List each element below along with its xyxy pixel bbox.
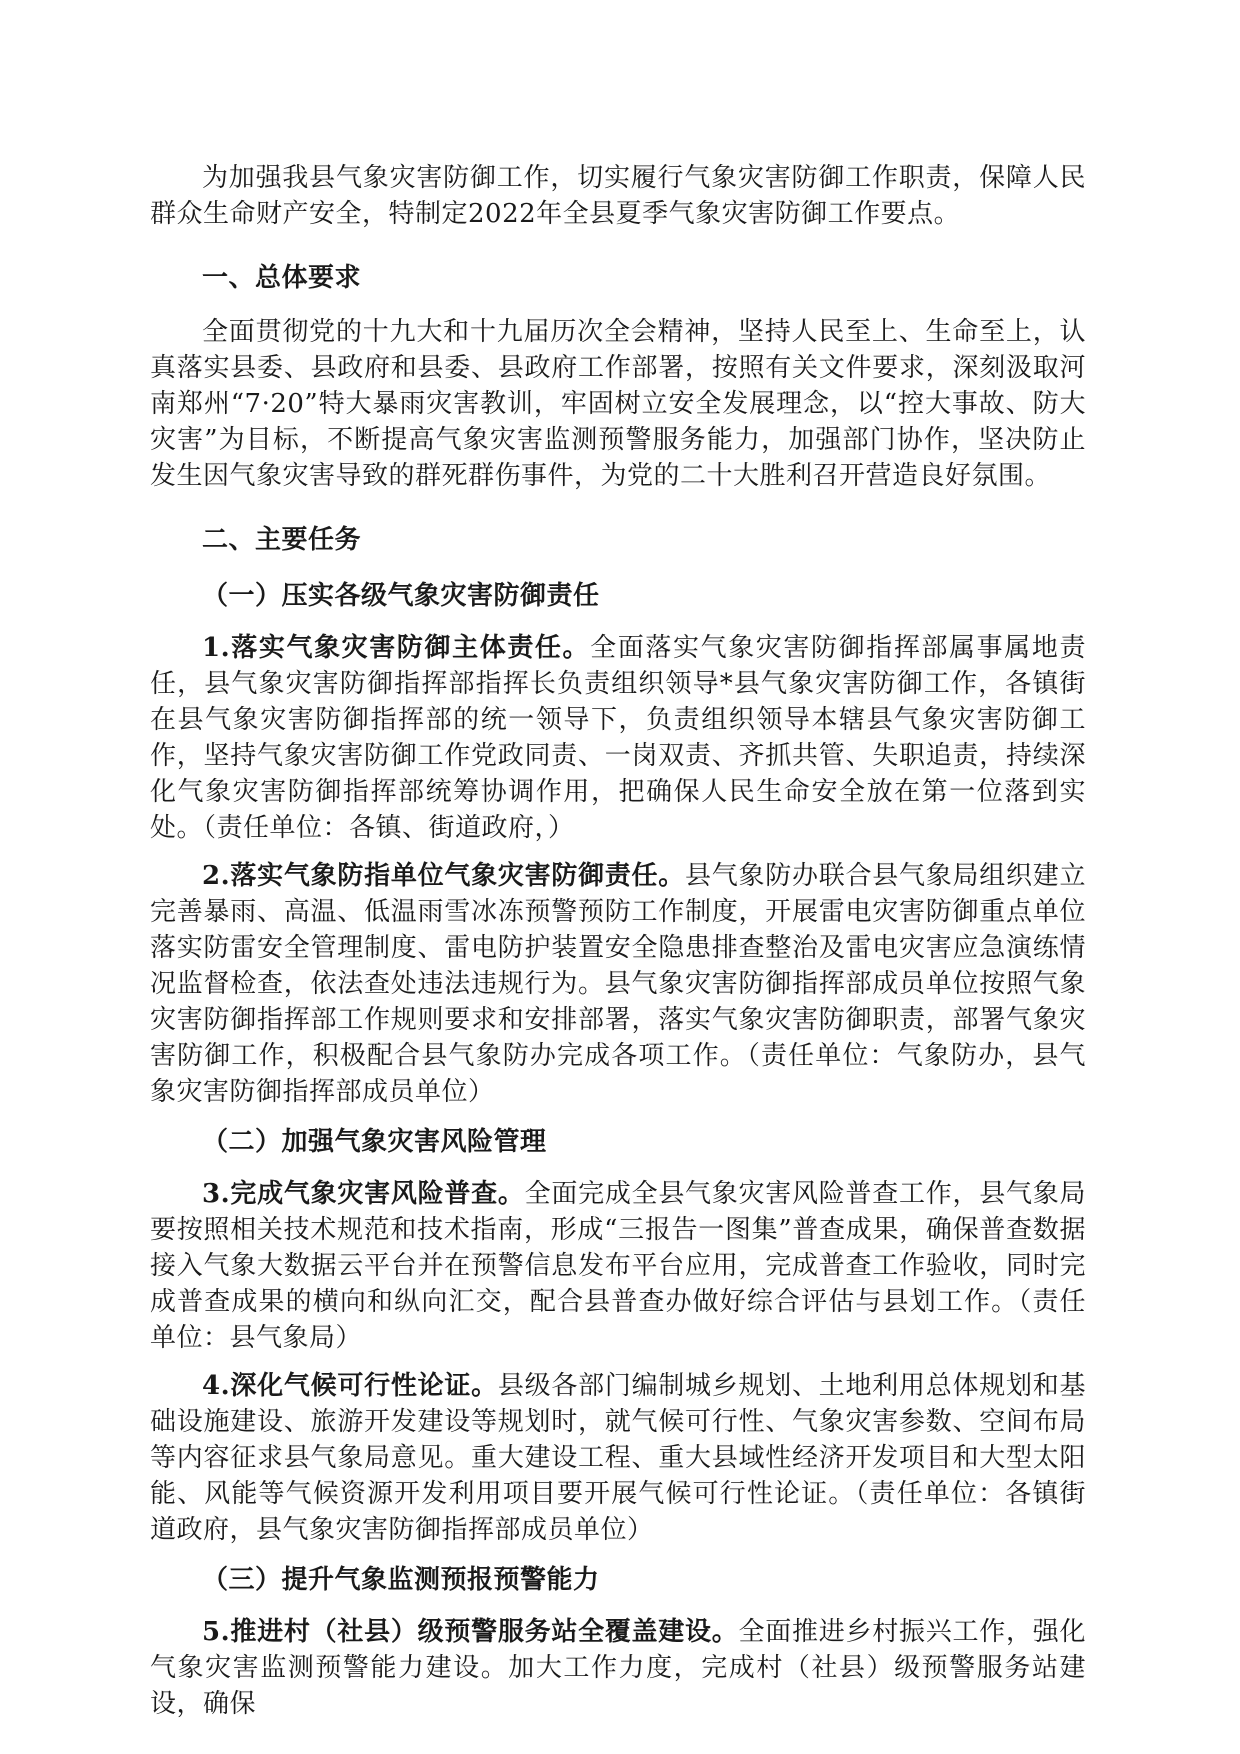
intro-paragraph: 为加强我县气象灾害防御工作，切实履行气象灾害防御工作职责，保障人民群众生命财产安全，特制定2022年全县夏季气象灾害防御工作要点。 (150, 163, 1086, 229)
item-1-lead: 1.落实气象灾害防御主体责任。 (202, 633, 591, 663)
item-3-lead: 3.完成气象灾害风险普查。 (202, 1179, 525, 1209)
item-4-lead: 4.深化气候可行性论证。 (202, 1371, 498, 1401)
item-2-lead: 2.落实气象防指单位气象灾害防御责任。 (202, 861, 686, 891)
subsection-3-heading: （三）提升气象监测预报预警能力 (202, 1565, 600, 1595)
item-3-paragraph (150, 1176, 1086, 1356)
item-5-lead: 5.推进村（社县）级预警服务站全覆盖建设。 (202, 1617, 739, 1647)
item-4-paragraph (150, 1368, 1086, 1548)
subsection-2-heading: （二）加强气象灾害风险管理 (202, 1127, 547, 1157)
item-5-paragraph (150, 1614, 1086, 1722)
item-1-body: 全面落实气象灾害防御指挥部属事属地责任，县气象灾害防御指挥部指挥长负责组织领导*县气象灾害防御工作，各镇街在县气象灾害防御指挥部的统一领导下，负责组织领导本辖县气象灾害防御工作，坚持气象灾害防御工作党政同责、一岗双责、齐抓共管、失职追责，持续深化气象灾害防御指挥部统筹协调作用，把确保人民生命安全放在第一位落到实处。（责任单位：各镇、街道政府，） (150, 633, 1086, 843)
section-1-heading: 一、总体要求 (202, 263, 362, 293)
document-page (150, 160, 1086, 1734)
item-5-body: 全面推进乡村振兴工作，强化气象灾害监测预警能力建设。加大工作力度，完成村（社县）级预警服务站建设，确保 (150, 1617, 1086, 1719)
item-2-body: 县气象防办联合县气象局组织建立完善暴雨、高温、低温雨雪冰冻预警预防工作制度，开展雷电灾害防御重点单位落实防雷安全管理制度、雷电防护装置安全隐患排查整治及雷电灾害应急演练情况监督检查，依法查处违法违规行为。县气象灾害防御指挥部成员单位按照气象灾害防御指挥部工作规则要求和安排部署，落实气象灾害防御职责，部署气象灾害防御工作，积极配合县气象防办完成各项工作。（责任单位：气象防办，县气象灾害防御指挥部成员单位） (150, 861, 1086, 1107)
item-2-paragraph (150, 858, 1086, 1110)
item-3-body: 全面完成全县气象灾害风险普查工作，县气象局要按照相关技术规范和技术指南，形成“三报告一图集”普查成果，确保普查数据接入气象大数据云平台并在预警信息发布平台应用，完成普查工作验收，同时完成普查成果的横向和纵向汇交，配合县普查办做好综合评估与县划工作。（责任单位：县气象局） (150, 1179, 1086, 1353)
section-2-heading: 二、主要任务 (202, 525, 362, 555)
section-1-body: 全面贯彻党的十九大和十九届历次全会精神，坚持人民至上、生命至上，认真落实县委、县政府和县委、县政府工作部署，按照有关文件要求，深刻汲取河南郑州“7·20”特大暴雨灾害教训，牢固树立安全发展理念，以“控大事故、防大灾害”为目标，不断提高气象灾害监测预警服务能力，加强部门协作，坚决防止发生因气象灾害导致的群死群伤事件，为党的二十大胜利召开营造良好氛围。 (150, 317, 1086, 491)
item-4-body: 县级各部门编制城乡规划、土地利用总体规划和基础设施建设、旅游开发建设等规划时，就气候可行性、气象灾害参数、空间布局等内容征求县气象局意见。重大建设工程、重大县域性经济开发项目和大型太阳能、风能等气候资源开发利用项目要开展气候可行性论证。（责任单位：各镇街道政府，县气象灾害防御指挥部成员单位） (150, 1371, 1086, 1545)
item-1-paragraph (150, 630, 1086, 846)
subsection-1-heading: （一）压实各级气象灾害防御责任 (202, 581, 600, 611)
